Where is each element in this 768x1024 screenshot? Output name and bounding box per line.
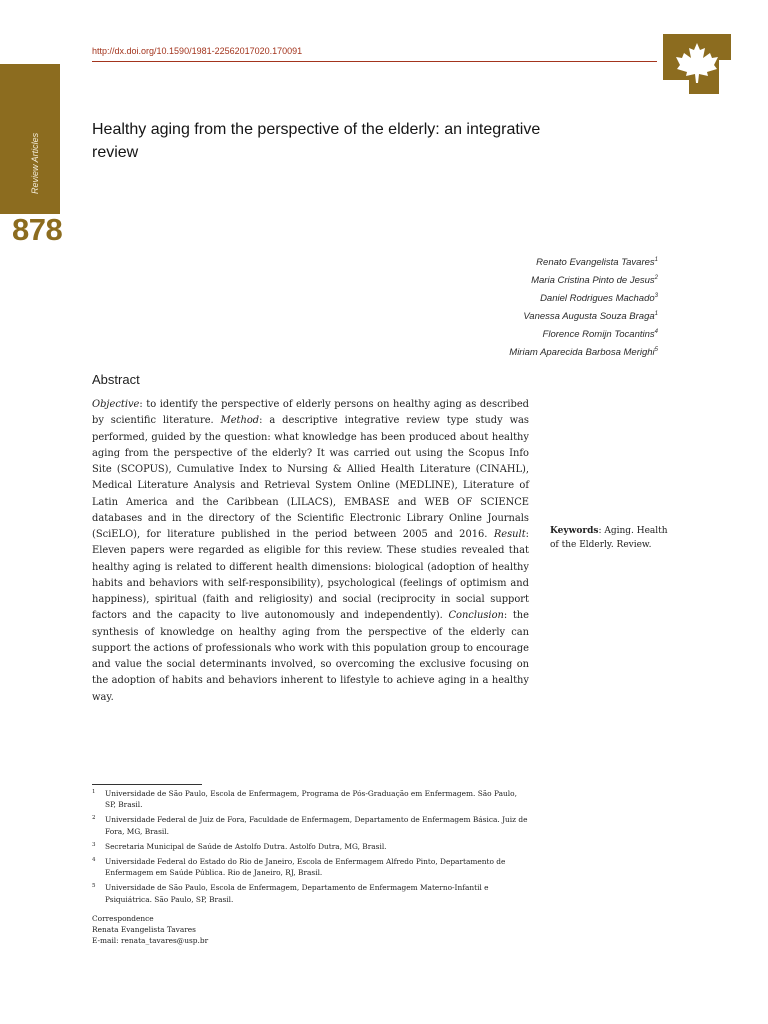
abstract-label-method: Method [220,415,260,427]
correspondence-email[interactable]: E-mail: renata_tavares@usp.br [92,935,209,945]
abstract-text-objective: : to identify the perspective of elderly persons on healthy aging as described by scientific literature. [92,399,529,427]
author-line [328,343,658,361]
footnote-number: 5 [92,883,96,890]
affiliation-marker: 2 [654,274,658,281]
author-name: Maria Cristina Pinto de Jesus [531,275,655,287]
footnote-text: Secretaria Municipal de Saúde de Astolfo Dutra. Astolfo Dutra, MG, Brasil. [105,841,387,851]
correspondence-block [92,914,392,946]
footnote [92,841,529,852]
logo-step-bottom [663,80,689,94]
abstract-body [92,397,529,706]
author-name: Renato Evangelista Tavares [536,257,655,269]
footnote-number: 1 [92,789,96,795]
correspondence-name: Renata Evangelista Tavares [92,924,196,934]
author-name: Miriam Aparecida Barbosa Merighi [509,346,655,358]
doi-link[interactable]: http://dx.doi.org/10.1590/1981-22562017020.170091 [92,46,303,56]
footnote [92,882,529,904]
keywords [550,524,678,552]
logo-step-right [719,60,731,94]
footnote-text: Universidade de São Paulo, Escola de Enfermagem, Programa de Pós-Graduação em Enfermagem. São Paulo, SP, Brasil. [105,789,517,810]
keywords-label: Keywords [550,526,599,536]
footnote-number: 2 [92,815,96,822]
footnote-rule [92,784,202,785]
author-list [328,253,658,361]
correspondence-label: Correspondence [92,914,154,923]
header-rule [92,61,657,62]
abstract-label-conclusion: Conclusion [448,610,504,622]
affiliation-marker: 1 [654,257,658,263]
article-title: Healthy aging from the perspective of the elderly: an integrative review [92,121,541,161]
author-name: Florence Romijn Tocantins [542,328,655,340]
footnote [92,788,529,810]
abstract-label-objective: Objective [92,399,140,410]
author-name: Vanessa Augusta Souza Braga [523,311,655,323]
footnote-text: Universidade de São Paulo, Escola de Enfermagem, Departamento de Enfermagem Materno-Infantil e Psiquiátrica. São Paulo, SP, Brasil. [105,883,489,904]
author-line [328,289,658,307]
abstract-text-result: : Eleven papers were regarded as eligible for this review. These studies revealed that healthy aging is related to different health dimensions: biological (adoption of healthy habits and behaviors with self-responsibility), psychological (feelings of optimism and happiness), spiritual (faith and religiosity) and social (reciprocity in social support factors and the capacity to live autonomously and independently). [92,529,529,622]
footnote [92,856,529,878]
author-line [328,307,658,325]
affiliation-marker: 5 [654,346,658,353]
author-line [328,253,658,271]
affiliation-marker: 4 [654,328,658,335]
author-name: Daniel Rodrigues Machado [540,293,655,305]
footnote-number: 4 [92,857,96,864]
abstract-text-conclusion: : the synthesis of knowledge on healthy aging from the perspective of the elderly can support the actions of professionals who work with this population group to encourage and value the social determinants involved, so overcoming the exclusive focusing on the adoption of habits and behaviors inherent to lifestyle to achieve aging in a healthy way. [92,610,529,703]
affiliation-marker: 3 [654,292,658,299]
keywords-text: : Aging. Health of the Elderly. Review. [550,526,668,550]
footnote-number: 3 [92,841,96,848]
abstract-text-method: : a descriptive integrative review type study was performed, guided by the question: what knowledge has been produced about healthy aging from the perspective of the elderly? It was carried out using the Scopus Info Site (SCOPUS), Cumulative Index to Nursing & Allied Health Literature (CINAHL), Medical Literature Analysis and Retrieval System Online (MEDLINE), Literature of Latin America and the Caribbean (LILACS), EMBASE and WEB OF SCIENCE databases and in the directory of the Scientific Electronic Library Online Journals (SciELO), for literature published in the period between 2005 and 2016. [92,415,529,540]
abstract-heading: Abstract [92,372,140,387]
author-line [328,325,658,343]
affiliation-marker: 1 [654,310,658,317]
footnote-text: Universidade Federal do Estado do Rio de Janeiro, Escola de Enfermagem Alfredo Pinto, Departamento de Enfermagem em Saúde Pública. Rio de Janeiro, RJ, Brasil. [105,857,506,878]
section-label: Review Articles [30,132,40,194]
affiliation-footnotes [92,788,529,909]
page-number: 878 [12,212,63,247]
footnote-text: Universidade Federal de Juiz de Fora, Faculdade de Enfermagem, Departamento de Enfermagem Básica. Juiz de Fora, MG, Brasil. [105,815,528,836]
author-line [328,271,658,289]
footnote [92,814,529,836]
abstract-label-result: Result [493,529,526,540]
maple-leaf-icon [663,34,731,94]
